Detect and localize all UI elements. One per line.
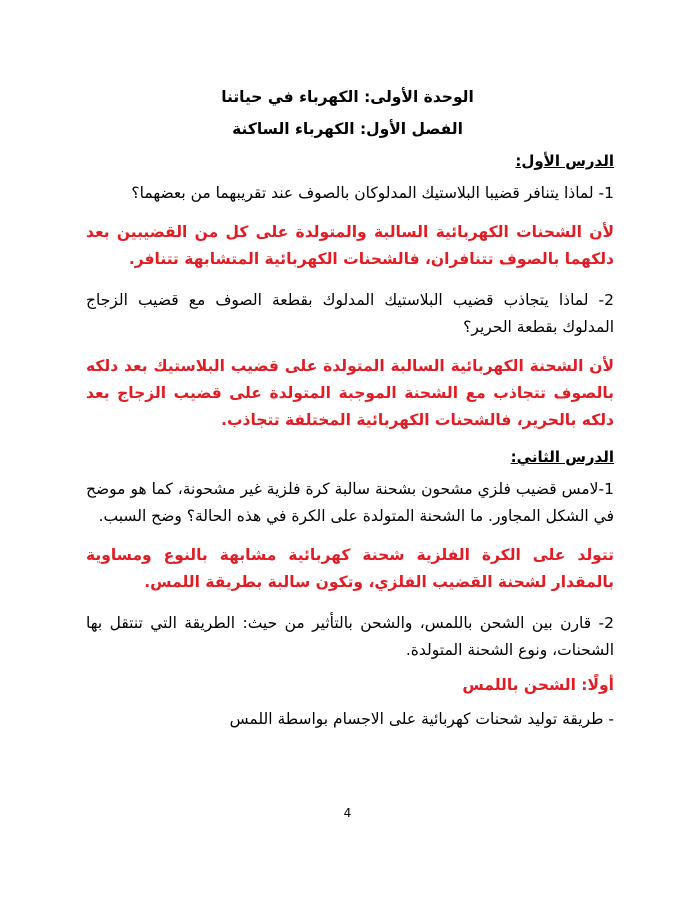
lesson2-question1: 1-لامس قضيب فلزي مشحون بشحنة سالبة كرة فلزية غير مشحونة، كما هو موضح في الشكل المجاور. ما الشحنة المتولدة على الكرة في هذه الحالة؟ وضح السبب. bbox=[86, 480, 614, 525]
lesson2-subheading: أولًا: الشحن باللمس bbox=[462, 676, 614, 694]
lesson2-answer1: تتولد على الكرة الفلزية شحنة كهربائية مشابهة بالنوع ومساوية بالمقدار لشحنة القضيب الفلزي، وتكون سالبة بطريقة اللمس. bbox=[86, 546, 614, 591]
unit-title: الوحدة الأولى: الكهرباء في حياتنا bbox=[221, 88, 474, 106]
page-content bbox=[86, 152, 614, 732]
page-number: 4 bbox=[343, 806, 352, 820]
lesson1-heading: الدرس الأول: bbox=[515, 152, 614, 170]
lesson1-question1: 1- لماذا يتنافر قضيبا البلاستيك المدلوكان بالصوف عند تقريبهما من بعضهما؟ bbox=[131, 184, 614, 202]
lesson2-heading: الدرس الثاني: bbox=[510, 448, 614, 466]
lesson2-bullet: - طريقة توليد شحنات كهربائية على الاجسام بواسطة اللمس bbox=[229, 710, 614, 728]
chapter-title: الفصل الأول: الكهرباء الساكنة bbox=[232, 120, 463, 138]
lesson2-question2: 2- قارن بين الشحن باللمس، والشحن بالتأثير من حيث: الطريقة التي تنتقل بها الشحنات، ونوع الشحنة المتولدة. bbox=[86, 614, 614, 659]
lesson1-question2: 2- لماذا يتجاذب قضيب البلاستيك المدلوك بقطعة الصوف مع قضيب الزجاج المدلوك بقطعة الحرير؟ bbox=[86, 291, 614, 336]
lesson1-answer2: لأن الشحنة الكهربائية السالبة المتولدة على قضيب البلاستيك بعد دلكه بالصوف تتجاذب مع الشحنة الموجبة المتولدة على قضيب الزجاج بعد دلكه بالحرير، فالشحنات الكهربائية المختلفة تتجاذب. bbox=[86, 357, 614, 429]
lesson1-answer1: لأن الشحنات الكهربائية السالبة والمتولدة على كل من القضيبين بعد دلكهما بالصوف تتنافران، فالشحنات الكهربائية المتشابهة تتنافر. bbox=[86, 223, 614, 268]
